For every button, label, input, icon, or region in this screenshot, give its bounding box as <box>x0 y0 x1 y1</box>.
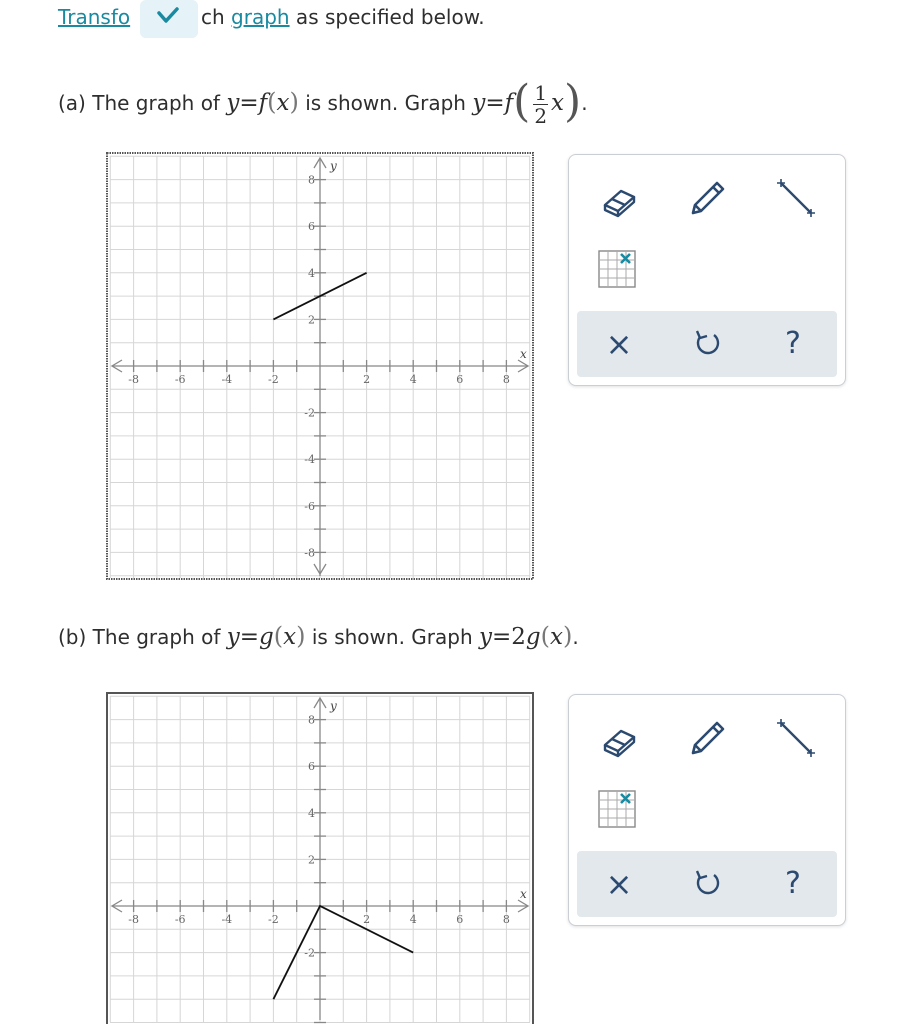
x-tick-label: 8 <box>502 373 510 386</box>
help-button[interactable] <box>773 324 813 364</box>
y-tick-label: 2 <box>308 313 315 327</box>
graph-link[interactable]: graph <box>231 5 290 29</box>
chevron-down-icon <box>140 0 198 38</box>
pencil-button[interactable] <box>687 719 727 759</box>
part-a-text1: The graph of <box>92 91 220 115</box>
undo-icon <box>687 324 727 364</box>
no-solution-icon <box>597 249 637 289</box>
help-icon: ? <box>785 326 801 361</box>
line-segment-icon <box>775 179 815 219</box>
x-axis-label: x <box>520 347 527 361</box>
eraser-button[interactable] <box>599 719 639 759</box>
x-tick-label: -6 <box>174 913 186 926</box>
question-b: (b) The graph of y=g(x) is shown. Graph y=2g(x). <box>58 622 579 650</box>
fraction-one-half: $\frac{1}{2}$ <box>534 81 548 128</box>
graph-b[interactable] <box>106 692 534 1024</box>
no-solution-button[interactable] <box>597 789 637 829</box>
x-tick-label: -8 <box>128 373 139 386</box>
page-header <box>58 4 485 36</box>
x-tick-label: -8 <box>128 913 139 926</box>
part-a-text2: is shown. Graph <box>305 91 466 115</box>
y-tick-label: -8 <box>304 546 315 560</box>
line-segment-button[interactable] <box>775 179 815 219</box>
no-solution-button[interactable] <box>597 249 637 289</box>
eraser-icon <box>599 179 639 219</box>
undo-button[interactable] <box>687 864 727 904</box>
x-tick-label: 6 <box>456 373 464 386</box>
no-solution-icon <box>597 789 637 829</box>
x-tick-label: 6 <box>456 913 464 926</box>
y-axis-label: y <box>330 159 337 173</box>
x-tick-label: -6 <box>174 373 186 386</box>
close-icon: × <box>605 865 633 903</box>
x-axis-label: x <box>520 887 527 901</box>
pencil-icon <box>687 719 727 759</box>
x-tick-label: 2 <box>363 913 371 926</box>
undo-button[interactable] <box>687 324 727 364</box>
part-b-text2: is shown. Graph <box>311 625 473 649</box>
y-tick-label: 4 <box>308 806 315 820</box>
part-b-text1: The graph of <box>92 625 221 649</box>
y-tick-label: -6 <box>304 499 315 513</box>
y-axis-label: y <box>330 699 337 713</box>
line-segment-button[interactable] <box>775 719 815 759</box>
part-b-label: (b) <box>58 625 87 649</box>
pencil-icon <box>687 179 727 219</box>
y-tick-label: 8 <box>308 173 315 187</box>
x-tick-label: -4 <box>221 373 233 386</box>
eraser-icon <box>599 719 639 759</box>
topic-link[interactable]: Transfo <box>58 5 131 29</box>
x-tick-label: 4 <box>409 373 417 386</box>
y-tick-label: 8 <box>308 713 315 727</box>
y-tick-label: 4 <box>308 266 315 280</box>
help-icon: ? <box>785 866 801 901</box>
tool-panel-a <box>568 154 846 386</box>
y-tick-label: -2 <box>304 406 315 420</box>
topic-dropdown[interactable] <box>140 0 198 38</box>
tool-action-bar-b <box>577 851 837 917</box>
tool-panel-b <box>568 694 846 926</box>
x-tick-label: -2 <box>268 373 279 386</box>
x-tick-label: -4 <box>221 913 233 926</box>
y-tick-label: 2 <box>308 853 315 867</box>
question-a: (a) The graph of y=f(x) is shown. Graph y=f( $\frac{1}{2}$ x). <box>58 76 588 128</box>
clear-button[interactable] <box>599 324 639 364</box>
close-icon: × <box>605 325 633 363</box>
y-tick-label: -4 <box>304 453 315 467</box>
pencil-button[interactable] <box>687 179 727 219</box>
graph-a[interactable] <box>106 152 534 580</box>
part-a-label: (a) <box>58 91 86 115</box>
help-button[interactable] <box>773 864 813 904</box>
y-tick-label: -2 <box>304 946 315 960</box>
header-text: ch graph as specified below. <box>201 5 485 29</box>
clear-button[interactable] <box>599 864 639 904</box>
eraser-button[interactable] <box>599 179 639 219</box>
x-tick-label: 8 <box>502 913 510 926</box>
undo-icon <box>687 864 727 904</box>
x-tick-label: -2 <box>268 913 279 926</box>
y-tick-label: 6 <box>308 760 315 774</box>
x-tick-label: 4 <box>409 913 417 926</box>
y-tick-label: 6 <box>308 220 315 234</box>
tool-action-bar-a <box>577 311 837 377</box>
x-tick-label: 2 <box>363 373 371 386</box>
line-segment-icon <box>775 719 815 759</box>
